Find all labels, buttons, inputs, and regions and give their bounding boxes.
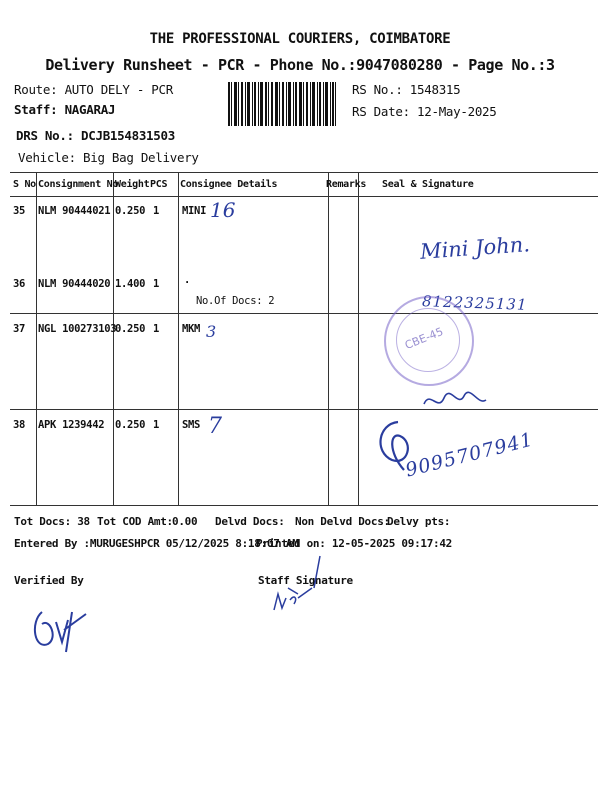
table-row-consignment: NLM 90444020 [38, 278, 111, 290]
header-sno: S No [13, 179, 36, 190]
verifier-signature [28, 592, 98, 662]
table-row-consignment: NLM 90444021 [38, 205, 111, 217]
col-divider [36, 172, 37, 505]
table-row-consignee: MINI [182, 205, 207, 217]
table-row-pcs: 1 [153, 323, 160, 335]
runsheet-subtitle: Delivery Runsheet - PCR - Phone No.:9047080280 - Page No.:3 [45, 56, 555, 74]
staff-signature-label: Staff Signature [258, 574, 353, 587]
table-row-sno: 35 [13, 205, 26, 217]
staff-label: Staff: NAGARAJ [14, 102, 116, 117]
staff-signature-mark [268, 548, 338, 628]
company-title: THE PROFESSIONAL COURIERS, COIMBATORE [149, 31, 451, 47]
table-row-sno: 36 [13, 278, 26, 290]
table-row-pcs: 1 [153, 419, 160, 431]
total-cod-label: Tot COD Amt: [97, 515, 173, 528]
delivery-points: Delvy pts: [387, 515, 451, 528]
header-remarks: Remarks [326, 179, 367, 190]
header-weight: Weight [115, 179, 150, 190]
barcode [228, 82, 336, 126]
col-divider [113, 172, 114, 505]
handwritten-note: 7 [208, 414, 222, 439]
table-row-weight: 0.250 [115, 323, 146, 335]
col-divider [328, 172, 329, 505]
total-cod-value: 0.00 [172, 515, 198, 528]
rs-number: RS No.: 1548315 [352, 82, 461, 97]
total-docs: Tot Docs: 38 [14, 515, 90, 528]
table-row-consignment: APK 1239442 [38, 419, 105, 431]
table-row-weight: 0.250 [115, 419, 146, 431]
table-top-border [10, 172, 598, 173]
vehicle-label: Vehicle: Big Bag Delivery [18, 150, 199, 165]
col-divider [178, 172, 179, 505]
table-row-sno: 38 [13, 419, 26, 431]
phone-2-handwriting: 9095707941 [403, 428, 536, 482]
stamp-signature [420, 386, 490, 416]
table-row-sno: 37 [13, 323, 26, 335]
rs-date: RS Date: 12-May-2025 [352, 104, 497, 119]
entered-by: Entered By :MURUGESHPCR 05/12/2025 8:18:07 AM [14, 537, 299, 550]
row-divider [10, 409, 598, 410]
table-row-consignee: MKM [182, 323, 201, 335]
courier-stamp [384, 296, 474, 386]
drs-number: DRS No.: DCJB154831503 [16, 128, 175, 143]
handwritten-note: 3 [206, 322, 217, 341]
table-row-consignment: NGL 100273103 [38, 323, 117, 335]
header-seal: Seal & Signature [382, 179, 474, 190]
table-bottom-border [10, 505, 598, 506]
handwritten-note: 16 [210, 198, 236, 222]
non-delivered-docs: Non Delvd Docs: [295, 515, 390, 528]
route-label: Route: AUTO DELY - PCR [14, 82, 173, 97]
verified-by-label: Verified By [14, 574, 84, 587]
receiver-phone-handwriting: 8122325131 [421, 292, 528, 314]
table-row-weight: 0.250 [115, 205, 146, 217]
header-consignee: Consignee Details [180, 179, 278, 190]
receiver-name-handwriting: Mini John. [419, 232, 531, 264]
header-pcs: PCS [150, 179, 168, 190]
table-row-consignee: . [184, 274, 191, 286]
header-consignment: Consignment No [38, 179, 119, 190]
table-row-pcs: 1 [153, 278, 160, 290]
docs-count: No.Of Docs: 2 [196, 295, 275, 307]
stamp-label: CBE-45 [403, 324, 446, 353]
table-row-pcs: 1 [153, 205, 160, 217]
col-divider [358, 172, 359, 505]
printed-on: Printed on: 12-05-2025 09:17:42 [256, 537, 452, 550]
header-bottom-border [10, 196, 598, 197]
table-row-consignee: SMS [182, 419, 201, 431]
table-row-weight: 1.400 [115, 278, 146, 290]
delivered-docs: Delvd Docs: [215, 515, 285, 528]
